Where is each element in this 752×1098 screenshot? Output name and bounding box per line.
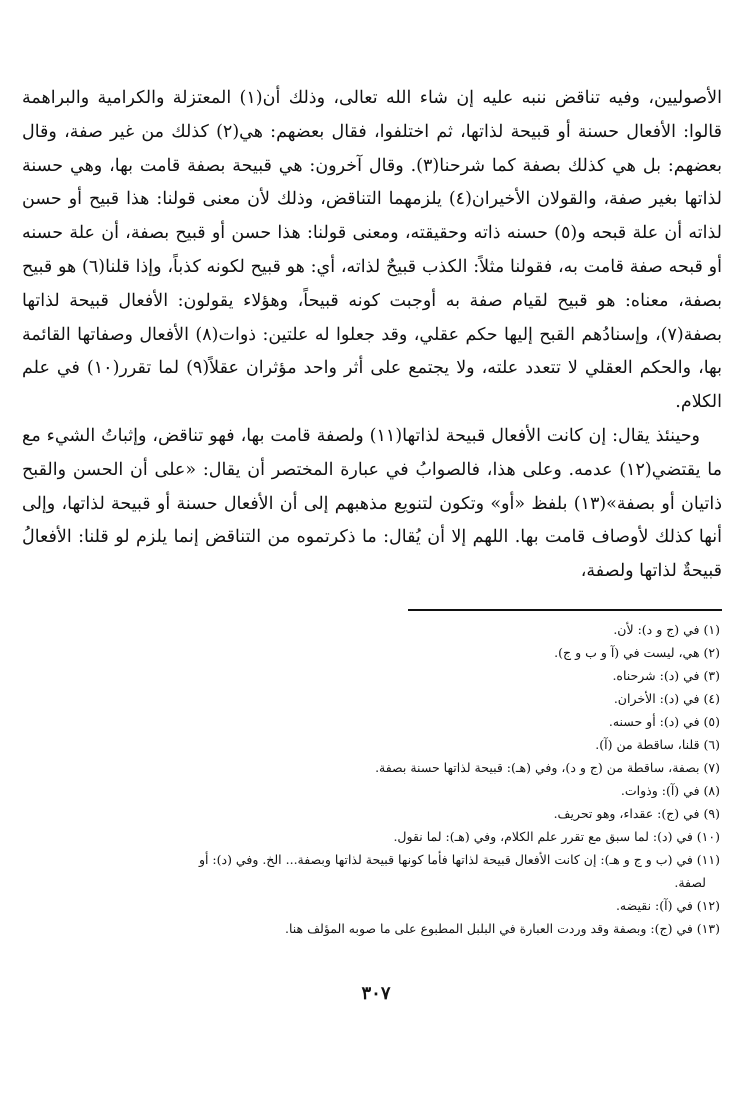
footnote-5: (٥) في (د): أو حسنه. xyxy=(608,714,720,729)
footnote-11: (١١) في (ب و ج و هـ): إن كانت الأفعال قبيحة لذاتها فأما كونها قبيحة لذاتها وبصفة... الخ. وفي (د): أو xyxy=(198,852,720,867)
footnote-11-continuation: لصفة. xyxy=(674,875,706,890)
footnote-divider xyxy=(408,609,722,611)
page-number: ٣٠٧ xyxy=(361,983,391,1004)
footnote-12: (١٢) في (آ): نقيضه. xyxy=(615,898,720,913)
main-text xyxy=(22,82,722,589)
footnote-3: (٣) في (د): شرحناه. xyxy=(612,668,720,683)
footnote-9: (٩) في (ج): عقداء، وهو تحريف. xyxy=(553,806,720,821)
footnote-1: (١) في (ج و د): لأن. xyxy=(613,622,720,637)
footnote-4: (٤) في (د): الأخران. xyxy=(613,691,720,706)
footnote-13: (١٣) في (ج): وبصفة وقد وردت العبارة في البلبل المطبوع على ما صوبه المؤلف هنا. xyxy=(284,921,720,936)
footnote-2: (٢) هي، ليست في (آ و ب و ج). xyxy=(554,645,720,660)
paragraph-1: الأصوليين، وفيه تناقض ننبه عليه إن شاء الله تعالى، وذلك أن(١) المعتزلة والكرامية والبراهمة قالوا: الأفعال حسنة أو قبيحة لذاتها، ثم اختلفوا، فقال بعضهم: هي(٢) كذلك من غير صفة، وقال بعضهم: بل هي كذلك بصفة كما شرحنا(٣). وقال آخرون: هي قبيحة بصفة قامت بها، وهي حسنة لذاتها بغير صفة، والقولان الأخيران(٤) يلزمهما التناقض، وذلك لأن معنى قولنا: هذا قبيح أو حسن لذاته أن علة قبحه و(٥) حسنه ذاته وحقيقته، ومعنى قولنا: هذا حسن أو قبيح بصفة، أن علة حسنه أو قبحه صفة قامت به، فقولنا مثلاً: الكذب قبيحٌ لذاته، أي: هو قبيح لكونه كذباً، وإذا قلنا(٦) هو قبيح بصفة، معناه: هو قبيح لقيام صفة به أوجبت كونه قبيحاً، وهؤلاء يقولون: الأفعال قبيحة لذاتها بصفة(٧)، وإسنادُهم القبح إليها حكم عقلي، وقد جعلوا له علتين: ذوات(٨) الأفعال وصفاتها القائمة بها، والحكم العقلي لا تتعدد علته، ولا يجتمع على أثر واحد مؤثران عقلاً(٩) لما تقرر(١٠) في علم الكلام. xyxy=(22,88,723,413)
footnote-7: (٧) بصفة، ساقطة من (ج و د)، وفي (هـ): قبيحة لذاتها حسنة بصفة. xyxy=(375,760,720,775)
footnotes xyxy=(40,618,720,940)
footnote-8: (٨) في (آ): وذوات. xyxy=(620,783,720,798)
footnote-10: (١٠) في (د): لما سبق مع تقرر علم الكلام، وفي (هـ): لما نقول. xyxy=(393,829,720,844)
footnote-6: (٦) قلنا، ساقطة من (آ). xyxy=(595,737,720,752)
paragraph-2: وحينئذ يقال: إن كانت الأفعال قبيحة لذاتها(١١) ولصفة قامت بها، فهو تناقض، وإثباتُ الشيء مع ما يقتضي(١٢) عدمه. وعلى هذا، فالصوابُ في عبارة المختصر أن يقال: «على أن الحسن والقبح ذاتيان أو بصفة»(١٣) بلفظ «أو» وتكون لتنويع مذهبهم إلى أن الأفعال حسنة أو قبيحة لذاتها، وإلى أنها كذلك لأوصاف قامت بها. اللهم إلا أن يُقال: ما ذكرتموه من التناقض إنما يلزم لو قلنا: الأفعالُ قبيحةٌ لذاتها ولصفة، xyxy=(22,425,722,582)
